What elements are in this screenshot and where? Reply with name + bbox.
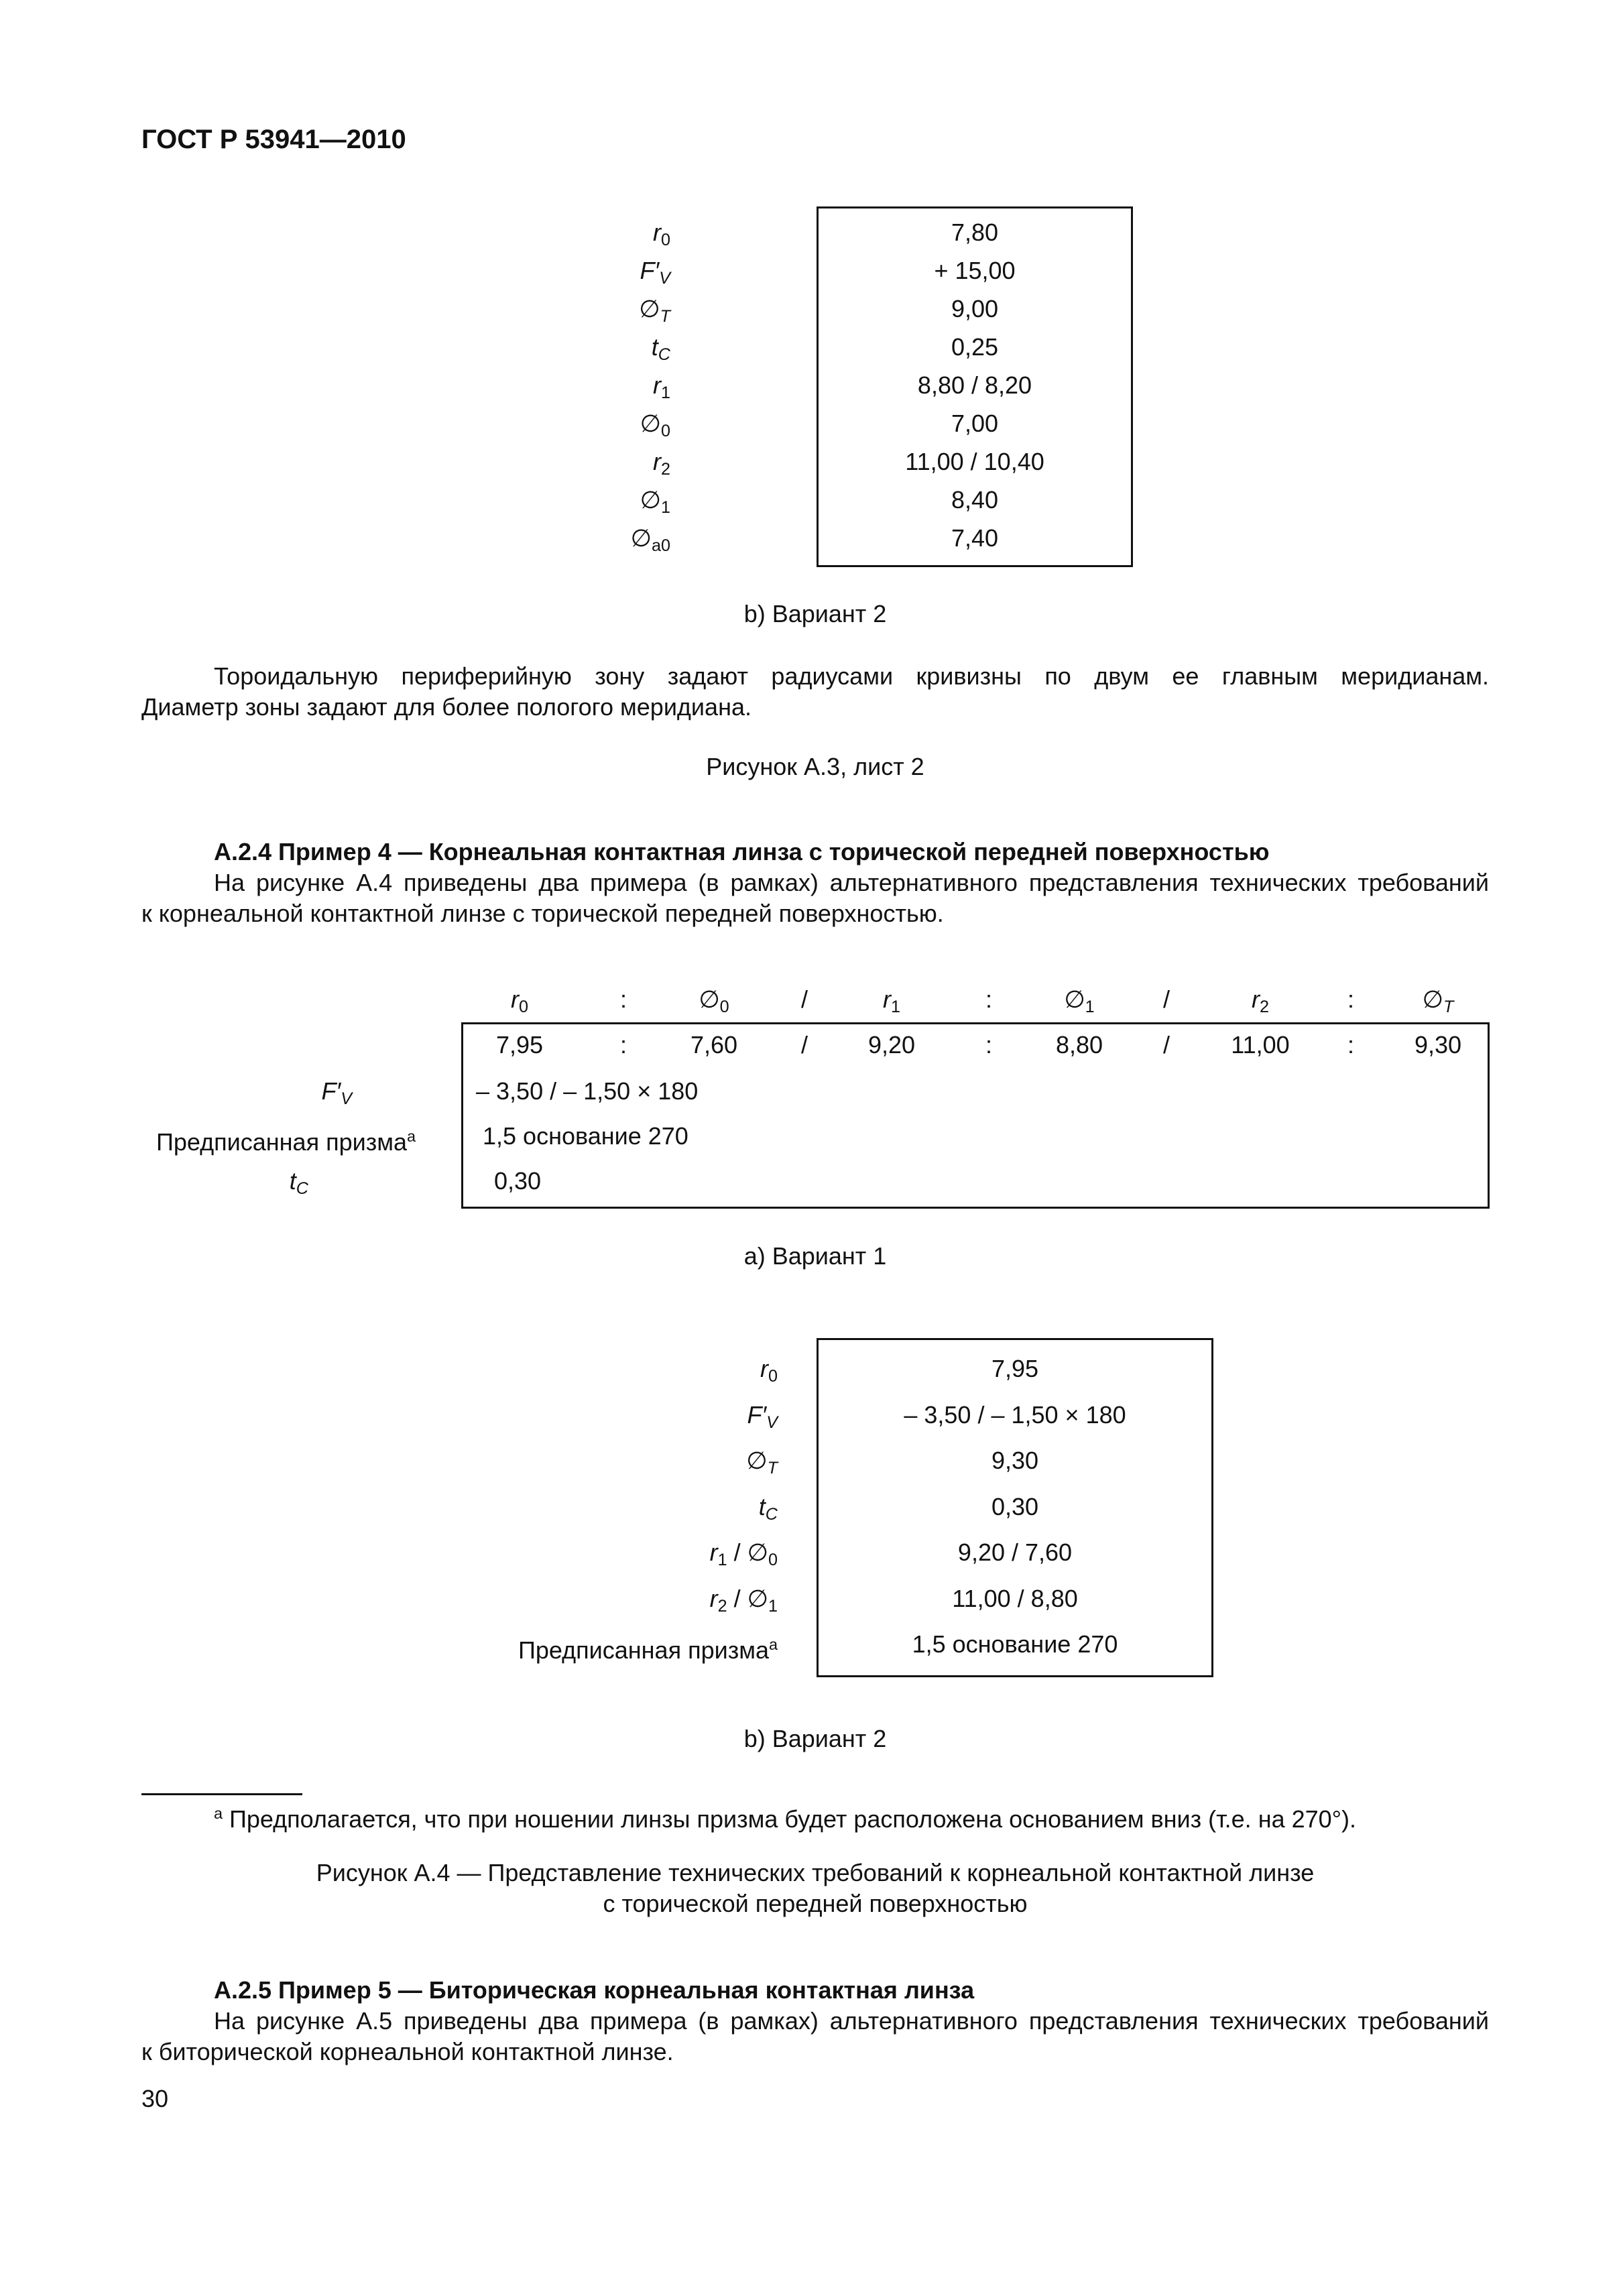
spec-label-symbol: ∅ xyxy=(640,410,661,437)
spec-label xyxy=(469,256,670,293)
value-cell: 8,80 xyxy=(1055,1031,1103,1059)
spec-label-subscript: a0 xyxy=(651,536,670,556)
spec-value: 11,00 / 8,80 xyxy=(952,1584,1078,1612)
header-cell: $r_0$ xyxy=(510,985,528,1017)
spec-label-subscript: 1 xyxy=(660,383,670,403)
spec-label xyxy=(469,447,670,484)
prism-label-text: Предписанная призма xyxy=(156,1128,407,1156)
spec-label-symbol: r xyxy=(652,448,661,475)
spec-label xyxy=(469,485,670,522)
header-cell: $r_1$ xyxy=(882,985,900,1017)
spec-label-symbol: ∅ xyxy=(640,486,661,513)
value-cell: 11,00 xyxy=(1231,1031,1290,1059)
section-heading: А.2.5 Пример 5 — Биторическая корнеальная контактная линза xyxy=(214,1976,975,2004)
spec-label-subscript: C xyxy=(658,345,670,365)
spec-label-subscript: 0 xyxy=(768,1367,778,1386)
tc-value: 0,30 xyxy=(494,1167,542,1195)
footnote-rule xyxy=(141,1793,302,1795)
spec-label-subscript: T xyxy=(660,307,670,326)
paragraph-line: к корнеальной контактной линзе с торической передней поверхностью. xyxy=(141,900,944,927)
spec-value: + 15,00 xyxy=(934,257,1016,284)
spec-label xyxy=(469,371,670,408)
prism-label xyxy=(101,1122,416,1157)
spec-value: 7,00 xyxy=(951,410,999,437)
spec-label-symbol: Предписанная призма xyxy=(518,1636,769,1664)
spec-value: 9,30 xyxy=(991,1447,1039,1474)
value-cell: / xyxy=(1162,1031,1170,1059)
spec-value: 0,25 xyxy=(951,333,999,361)
figure-a4-caption-line1: Рисунок А.4 — Представление технических требований к корнеальной контактной линзе xyxy=(316,1859,1315,1886)
document-header: ГОСТ Р 53941—2010 xyxy=(141,125,406,154)
spec-label-symbol: t xyxy=(758,1492,766,1520)
value-cell: 9,20 xyxy=(867,1031,916,1059)
fv-value: – 3,50 / – 1,50 × 180 xyxy=(476,1077,699,1105)
spec-label xyxy=(402,1354,778,1391)
value-cell: 9,30 xyxy=(1414,1031,1462,1059)
spec-label-symbol: $\emptyset_1$ xyxy=(747,1584,778,1616)
spec-label-subscript: 1 xyxy=(660,498,670,518)
spec-value: 11,00 / 10,40 xyxy=(905,448,1044,475)
spec-label-symbol: r xyxy=(760,1355,768,1382)
footnote-ref: a xyxy=(406,1128,416,1145)
header-cell: : xyxy=(1347,985,1354,1013)
figure-a3-caption: Рисунок А.3, лист 2 xyxy=(706,753,924,780)
spec-label xyxy=(469,218,670,255)
header-cell: $\emptyset_1$ xyxy=(1064,985,1095,1017)
paragraph-line: Тороидальную периферийную зону задают радиусами кривизны по двум ее главным меридианам. xyxy=(214,662,1489,690)
spec-label-subscript: 0 xyxy=(660,231,670,250)
spec-label-symbol: ∅ xyxy=(746,1447,768,1474)
value-cell: : xyxy=(1347,1031,1354,1059)
figure-a4b-caption: b) Вариант 2 xyxy=(743,1725,887,1752)
spec-label-subscript: a xyxy=(768,1636,778,1653)
spec-label-symbol: t xyxy=(651,333,658,361)
figure-a3-variant-caption: b) Вариант 2 xyxy=(743,600,887,627)
header-cell: : xyxy=(985,985,992,1013)
spec-label xyxy=(402,1400,778,1437)
tc-label: $t_C$ xyxy=(289,1167,308,1199)
spec-label-subscript: C xyxy=(765,1504,778,1524)
value-cell: 7,60 xyxy=(690,1031,738,1059)
header-cell: $\emptyset_0$ xyxy=(699,985,729,1017)
spec-label-symbol: r xyxy=(652,371,661,399)
section-a24 xyxy=(141,837,1489,929)
spec-label xyxy=(402,1492,778,1529)
paragraph-line: На рисунке А.4 приведены два примера (в рамках) альтернативного представления технических требований xyxy=(214,869,1489,896)
spec-value: 7,95 xyxy=(991,1355,1039,1382)
spec-label xyxy=(402,1446,778,1483)
spec-value: – 3,50 / – 1,50 × 180 xyxy=(904,1400,1126,1429)
spec-label: $r_1$ / $\emptyset_0$ xyxy=(709,1538,778,1570)
value-cell: 7,95 xyxy=(495,1031,544,1059)
spec-label-subscript: V xyxy=(766,1412,778,1432)
figure-a4a-caption: a) Вариант 1 xyxy=(743,1242,887,1270)
spec-label-symbol: $r_2$ xyxy=(709,1584,727,1616)
spec-label-symbol: F′ xyxy=(747,1400,767,1429)
value-cell: : xyxy=(619,1031,627,1059)
spec-value: 8,80 / 8,20 xyxy=(917,371,1032,399)
spec-label-symbol: ∅ xyxy=(630,524,652,552)
header-cell: : xyxy=(619,985,627,1013)
spec-value: 9,00 xyxy=(951,295,999,322)
spec-label-subscript: 0 xyxy=(660,422,670,441)
spec-label-symbol: r xyxy=(652,219,661,246)
spec-label xyxy=(469,524,670,560)
spec-label-symbol: ∅ xyxy=(639,295,660,322)
spec-value: 0,30 xyxy=(991,1492,1039,1520)
footnote-marker: a xyxy=(214,1805,223,1822)
spec-value: 7,80 xyxy=(951,219,999,246)
spec-label xyxy=(469,294,670,331)
footnote-text: Предполагается, что при ношении линзы призма будет расположена основанием вниз (т.е. на 270°). xyxy=(229,1805,1357,1833)
section-heading: А.2.4 Пример 4 — Корнеальная контактная линза с торической передней поверхностью xyxy=(214,838,1270,865)
spec-label-subscript: 2 xyxy=(660,460,670,479)
value-cell: : xyxy=(985,1031,992,1059)
spec-value: 1,5 основание 270 xyxy=(912,1630,1118,1658)
prism-value: 1,5 основание 270 xyxy=(483,1122,688,1150)
page-number: 30 xyxy=(141,2085,169,2112)
section-a25 xyxy=(141,1975,1489,2067)
spec-value: 8,40 xyxy=(951,486,999,513)
footnote xyxy=(214,1798,1356,1835)
value-cell: / xyxy=(800,1031,808,1059)
figure-a4-caption-line2: с торической передней поверхностью xyxy=(603,1890,1028,1917)
header-cell: $r_2$ xyxy=(1251,985,1269,1017)
spec-label-subscript: V xyxy=(659,269,670,288)
paragraph-toroidal-zone xyxy=(141,661,1489,723)
paragraph-line: На рисунке А.5 приведены два примера (в рамках) альтернативного представления технических требований xyxy=(214,2007,1489,2035)
paragraph-line: Диаметр зоны задают для более пологого меридиана. xyxy=(141,693,752,721)
spec-label-subscript: T xyxy=(767,1459,778,1478)
spec-label xyxy=(402,1630,778,1665)
spec-label-symbol: $r_1$ xyxy=(709,1538,727,1570)
spec-value: 9,20 / 7,60 xyxy=(957,1538,1073,1566)
header-cell: / xyxy=(800,985,808,1013)
fv-label: $F'_V$ xyxy=(321,1077,352,1109)
spec-label xyxy=(469,409,670,446)
spec-label-symbol: $\emptyset_0$ xyxy=(747,1538,778,1570)
header-cell: $\emptyset_T$ xyxy=(1422,985,1454,1017)
spec-value: 7,40 xyxy=(951,524,999,552)
spec-label xyxy=(469,333,670,369)
spec-label: $r_2$ / $\emptyset_1$ xyxy=(709,1584,778,1616)
spec-label-symbol: F′ xyxy=(640,257,660,284)
header-cell: / xyxy=(1162,985,1170,1013)
paragraph-line: к биторической корнеальной контактной линзе. xyxy=(141,2038,674,2065)
